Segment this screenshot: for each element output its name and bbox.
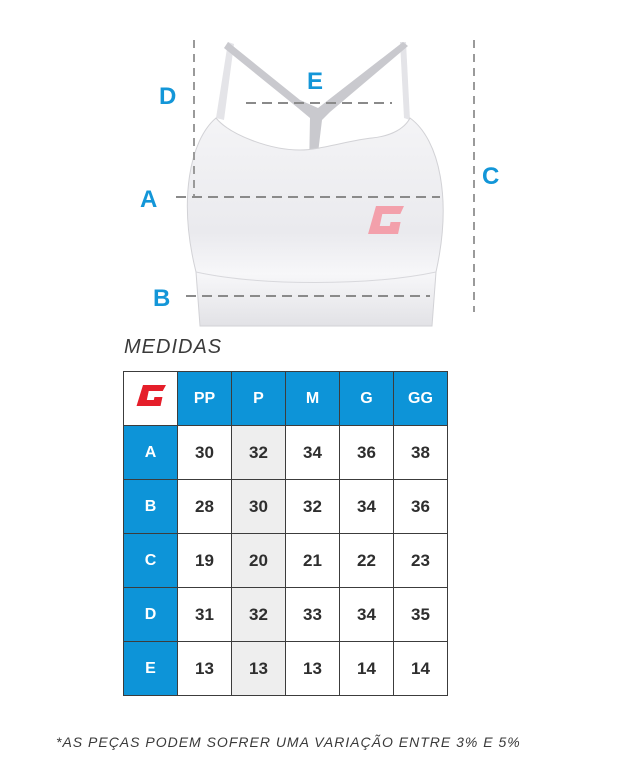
table-row	[124, 588, 448, 642]
table-row	[124, 426, 448, 480]
table-cell: 13	[178, 642, 232, 696]
col-header-g: G	[340, 372, 394, 426]
label-e: E	[307, 68, 324, 95]
table-cell: 30	[232, 480, 286, 534]
col-header-p: P	[232, 372, 286, 426]
section-title: MEDIDAS	[124, 336, 223, 358]
bra-body	[187, 118, 443, 326]
table-cell: 20	[232, 534, 286, 588]
table-cell: 32	[232, 588, 286, 642]
row-header-b: B	[124, 480, 178, 534]
size-table	[123, 371, 448, 696]
table-cell: 32	[232, 426, 286, 480]
label-a: A	[140, 186, 158, 213]
table-cell: 32	[286, 480, 340, 534]
table-cell: 14	[340, 642, 394, 696]
label-c: C	[482, 163, 500, 190]
table-cell: 34	[340, 480, 394, 534]
table-row	[124, 534, 448, 588]
col-header-m: M	[286, 372, 340, 426]
brand-g-logo-icon	[136, 385, 166, 407]
row-header-c: C	[124, 534, 178, 588]
table-cell: 30	[178, 426, 232, 480]
table-cell: 14	[394, 642, 448, 696]
col-header-gg: GG	[394, 372, 448, 426]
table-cell: 13	[286, 642, 340, 696]
table-cell: 23	[394, 534, 448, 588]
table-row	[124, 642, 448, 696]
row-header-d: D	[124, 588, 178, 642]
label-d: D	[159, 83, 177, 110]
table-cell: 34	[286, 426, 340, 480]
row-header-e: E	[124, 642, 178, 696]
table-cell: 21	[286, 534, 340, 588]
table-cell: 33	[286, 588, 340, 642]
table-logo-cell	[124, 372, 178, 426]
row-header-a: A	[124, 426, 178, 480]
table-cell: 38	[394, 426, 448, 480]
label-b: B	[153, 285, 171, 312]
col-header-pp: PP	[178, 372, 232, 426]
table-cell: 19	[178, 534, 232, 588]
table-cell: 28	[178, 480, 232, 534]
table-cell: 31	[178, 588, 232, 642]
table-cell: 34	[340, 588, 394, 642]
table-cell: 22	[340, 534, 394, 588]
table-cell: 35	[394, 588, 448, 642]
footnote: *AS PEÇAS PODEM SOFRER UMA VARIAÇÃO ENTRE 3% E 5%	[56, 734, 521, 750]
table-cell: 36	[340, 426, 394, 480]
header-row	[124, 372, 448, 426]
table-cell: 36	[394, 480, 448, 534]
garment-diagram	[0, 0, 630, 340]
table-cell: 13	[232, 642, 286, 696]
table-row	[124, 480, 448, 534]
